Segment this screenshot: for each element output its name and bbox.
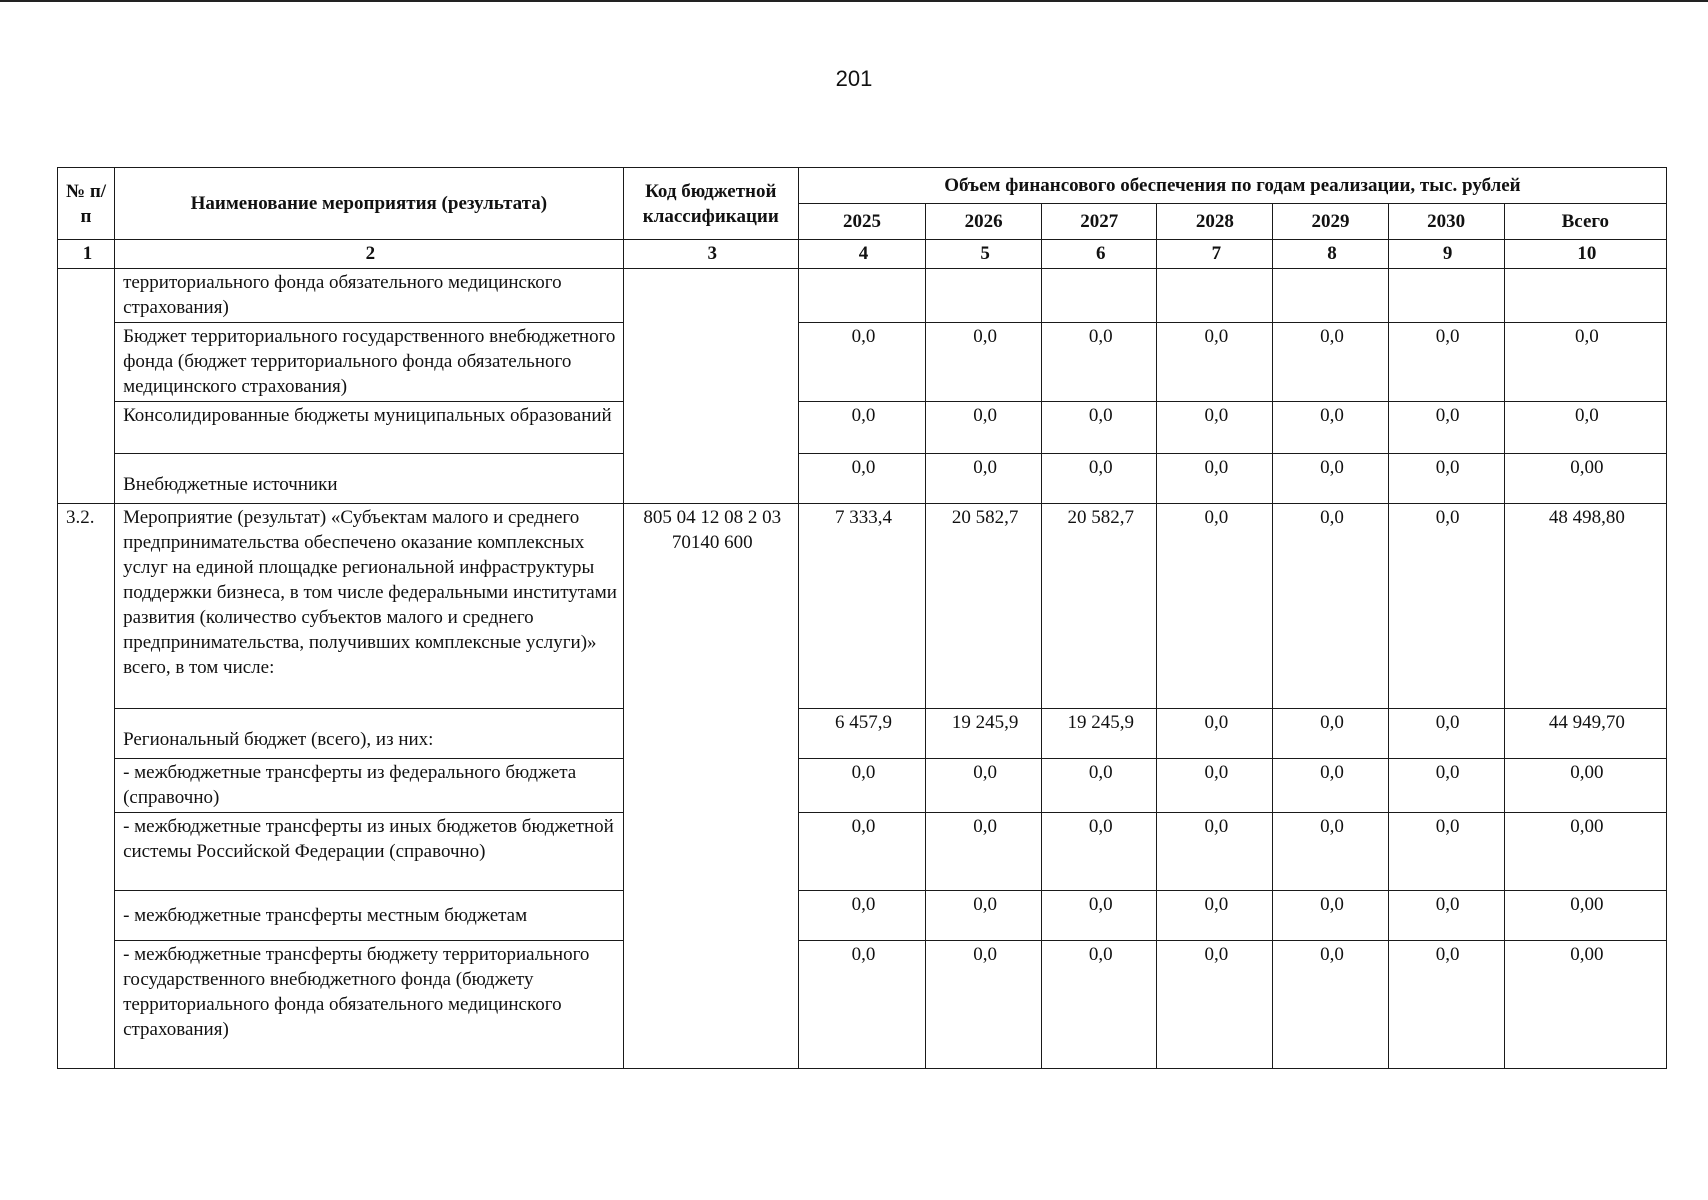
value-cell: 0,0 bbox=[926, 323, 1042, 402]
page-number: 201 bbox=[835, 66, 873, 91]
value-cell: 0,0 bbox=[798, 454, 925, 504]
value-cell: 0,0 bbox=[1273, 759, 1388, 813]
value-cell: 0,0 bbox=[1273, 813, 1388, 891]
row-code: 805 04 12 08 2 03 70140 600 bbox=[623, 504, 798, 1069]
value-cell: 0,0 bbox=[1042, 323, 1157, 402]
value-cell: 0,0 bbox=[1388, 891, 1504, 941]
value-cell: 0,0 bbox=[1157, 454, 1273, 504]
row-name: - межбюджетные трансферты из иных бюджетов бюджетной системы Российской Федерации (справочно) bbox=[115, 813, 624, 891]
table-row bbox=[58, 891, 1667, 941]
value-cell: 0,00 bbox=[1504, 759, 1666, 813]
value-cell: 48 498,80 bbox=[1504, 504, 1666, 709]
value-cell: 0,0 bbox=[1388, 759, 1504, 813]
value-cell: 0,0 bbox=[1388, 454, 1504, 504]
value-cell bbox=[1042, 269, 1157, 323]
value-cell: 0,0 bbox=[926, 941, 1042, 1069]
value-cell: 20 582,7 bbox=[926, 504, 1042, 709]
header-num: № п/п bbox=[58, 168, 115, 240]
value-cell: 0,0 bbox=[1042, 891, 1157, 941]
value-cell: 0,0 bbox=[1042, 759, 1157, 813]
table-row bbox=[58, 813, 1667, 891]
value-cell: 0,0 bbox=[1157, 504, 1273, 709]
value-cell: 0,0 bbox=[1042, 454, 1157, 504]
value-cell: 0,0 bbox=[1273, 941, 1388, 1069]
row-name: Внебюджетные источники bbox=[115, 454, 624, 504]
value-cell: 0,0 bbox=[1388, 813, 1504, 891]
column-number: 3 bbox=[623, 240, 798, 269]
table-row bbox=[58, 709, 1667, 759]
value-cell: 0,0 bbox=[798, 941, 925, 1069]
row-name: Консолидированные бюджеты муниципальных образований bbox=[115, 402, 624, 454]
column-number: 7 bbox=[1157, 240, 1273, 269]
value-cell: 7 333,4 bbox=[798, 504, 925, 709]
value-cell: 0,0 bbox=[1273, 402, 1388, 454]
value-cell: 0,0 bbox=[798, 402, 925, 454]
header-year: 2025 bbox=[798, 204, 925, 240]
row-code-cell bbox=[623, 269, 798, 504]
table-row bbox=[58, 402, 1667, 454]
header-year: 2026 bbox=[926, 204, 1042, 240]
header-year: 2030 bbox=[1388, 204, 1504, 240]
value-cell: 0,0 bbox=[926, 891, 1042, 941]
column-number: 4 bbox=[798, 240, 925, 269]
value-cell: 0,0 bbox=[1273, 454, 1388, 504]
column-number: 1 bbox=[58, 240, 115, 269]
table-row bbox=[58, 759, 1667, 813]
value-cell: 0,0 bbox=[1157, 709, 1273, 759]
value-cell: 0,0 bbox=[1157, 402, 1273, 454]
table-row bbox=[58, 323, 1667, 402]
row-name: Мероприятие (результат) «Субъектам малого и среднего предпринимательства обеспечено оказание комплексных услуг на единой площадке региональной инфраструктуры поддержки бизнеса, в том числе федеральными институтами развития (количество субъектов малого и среднего предпринимательства, получивших комплексные услуги)» всего, в том числе: bbox=[115, 504, 624, 709]
row-name: - межбюджетные трансферты бюджету территориального государственного внебюджетного фонда (бюджету территориального фонда обязательного медицинского страхования) bbox=[115, 941, 624, 1069]
row-name: - межбюджетные трансферты из федерального бюджета (справочно) bbox=[115, 759, 624, 813]
top-border-line bbox=[0, 0, 1708, 2]
row-name: Бюджет территориального государственного внебюджетного фонда (бюджет территориального фонда обязательного медицинского страхования) bbox=[115, 323, 624, 402]
value-cell: 0,0 bbox=[798, 759, 925, 813]
column-number: 2 bbox=[115, 240, 624, 269]
header-total: Всего bbox=[1504, 204, 1666, 240]
budget-table bbox=[57, 167, 1667, 1069]
row-name: - межбюджетные трансферты местным бюджетам bbox=[115, 891, 624, 941]
header-name: Наименование мероприятия (результата) bbox=[115, 168, 624, 240]
value-cell: 0,0 bbox=[1388, 504, 1504, 709]
header-year: 2029 bbox=[1273, 204, 1388, 240]
column-number: 5 bbox=[926, 240, 1042, 269]
value-cell: 0,00 bbox=[1504, 891, 1666, 941]
value-cell: 0,0 bbox=[926, 402, 1042, 454]
value-cell: 0,00 bbox=[1504, 941, 1666, 1069]
value-cell: 44 949,70 bbox=[1504, 709, 1666, 759]
row-name: территориального фонда обязательного медицинского страхования) bbox=[115, 269, 624, 323]
header-code: Код бюджетной классификации bbox=[623, 168, 798, 240]
column-number: 8 bbox=[1273, 240, 1388, 269]
value-cell: 0,0 bbox=[1388, 323, 1504, 402]
value-cell: 0,0 bbox=[926, 454, 1042, 504]
value-cell: 0,0 bbox=[1273, 709, 1388, 759]
value-cell: 0,0 bbox=[798, 891, 925, 941]
header-funding: Объем финансового обеспечения по годам реализации, тыс. рублей bbox=[798, 168, 1666, 204]
value-cell: 0,0 bbox=[1504, 323, 1666, 402]
value-cell: 0,0 bbox=[798, 323, 925, 402]
value-cell: 0,0 bbox=[1042, 402, 1157, 454]
row-num: 3.2. bbox=[58, 504, 115, 1069]
value-cell: 0,00 bbox=[1504, 454, 1666, 504]
value-cell: 6 457,9 bbox=[798, 709, 925, 759]
table-row bbox=[58, 941, 1667, 1069]
header-year: 2027 bbox=[1042, 204, 1157, 240]
row-num-cell bbox=[58, 269, 115, 504]
value-cell: 19 245,9 bbox=[926, 709, 1042, 759]
value-cell: 0,00 bbox=[1504, 813, 1666, 891]
value-cell: 0,0 bbox=[1388, 941, 1504, 1069]
value-cell: 0,0 bbox=[1273, 891, 1388, 941]
value-cell: 0,0 bbox=[926, 813, 1042, 891]
value-cell: 0,0 bbox=[1157, 941, 1273, 1069]
value-cell bbox=[1157, 269, 1273, 323]
header-year: 2028 bbox=[1157, 204, 1273, 240]
table-row bbox=[58, 454, 1667, 504]
value-cell: 0,0 bbox=[1157, 759, 1273, 813]
value-cell: 0,0 bbox=[1042, 941, 1157, 1069]
table-header bbox=[58, 168, 1667, 269]
table-row bbox=[58, 269, 1667, 323]
value-cell bbox=[926, 269, 1042, 323]
value-cell bbox=[1388, 269, 1504, 323]
table-row bbox=[58, 504, 1667, 709]
value-cell: 0,0 bbox=[1273, 323, 1388, 402]
value-cell: 0,0 bbox=[1157, 813, 1273, 891]
value-cell: 0,0 bbox=[798, 813, 925, 891]
value-cell: 0,0 bbox=[1388, 402, 1504, 454]
value-cell bbox=[1504, 269, 1666, 323]
value-cell: 0,0 bbox=[1042, 813, 1157, 891]
value-cell: 0,0 bbox=[1157, 323, 1273, 402]
value-cell bbox=[1273, 269, 1388, 323]
row-name: Региональный бюджет (всего), из них: bbox=[115, 709, 624, 759]
value-cell bbox=[798, 269, 925, 323]
value-cell: 19 245,9 bbox=[1042, 709, 1157, 759]
value-cell: 20 582,7 bbox=[1042, 504, 1157, 709]
column-number: 6 bbox=[1042, 240, 1157, 269]
value-cell: 0,0 bbox=[1157, 891, 1273, 941]
column-number: 9 bbox=[1388, 240, 1504, 269]
value-cell: 0,0 bbox=[1273, 504, 1388, 709]
value-cell: 0,0 bbox=[926, 759, 1042, 813]
table-body bbox=[58, 269, 1667, 1069]
value-cell: 0,0 bbox=[1504, 402, 1666, 454]
column-numbers-row bbox=[58, 240, 1667, 269]
value-cell: 0,0 bbox=[1388, 709, 1504, 759]
column-number: 10 bbox=[1504, 240, 1666, 269]
